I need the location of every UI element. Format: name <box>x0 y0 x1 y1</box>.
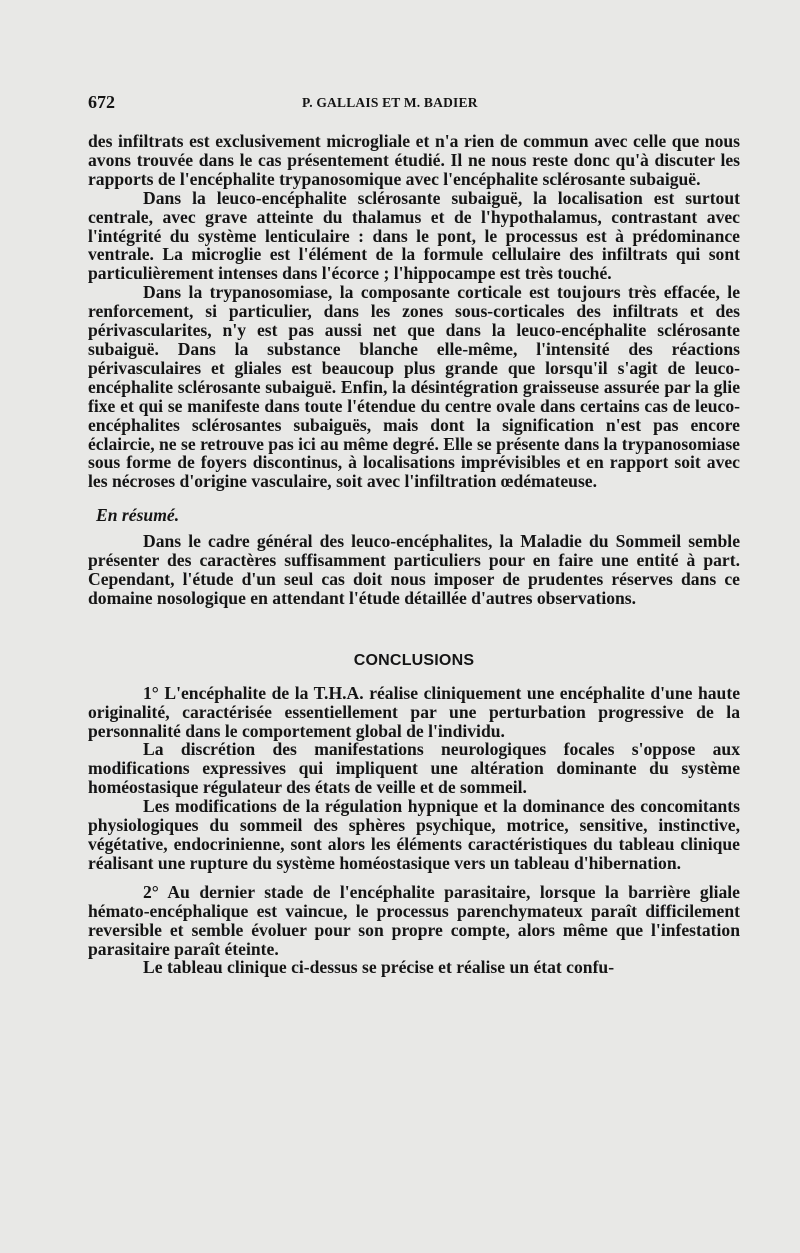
paragraph-intro: des infiltrats est exclusivement microgliale et n'a rien de commun avec celle que nous avons trouvée dans le cas présentement étudié. Il ne nous reste donc qu'à discuter les rapports de l'encéphalite trypanosomique avec l'encéphalite sclérosante subaiguë. <box>88 131 740 189</box>
conclusion-paragraph-2: La discrétion des manifestations neurologiques focales s'oppose aux modifications expressives qui impliquent une altération dominante du système homéostasique régulateur des états de veille et de sommeil. <box>88 739 740 798</box>
page-number: 672 <box>88 92 115 112</box>
conclusions-list <box>88 684 740 978</box>
paragraph-leuco-encephalite: Dans la leuco-encéphalite sclérosante subaiguë, la localisation est surtout centrale, avec grave atteinte du thalamus et de l'hypothalamus, contrastant avec l'intégrité du système lenticulaire : dans le pont, le processus est à prédominance ventrale. La microglie est l'élément de la formule cellulaire des infiltrats qui sont particulièrement intenses dans l'écorce ; l'hippocampe est très touché. <box>88 187 740 284</box>
resume-label: En résumé. <box>96 505 180 526</box>
paragraph-trypanosomiase: Dans la trypanosomiase, la composante corticale est toujours très effacée, le renforcement, si particulier, dans les zones sous-corticales des infiltrats et des périvascularites, n'y est pas aussi net que dans la leuco-encéphalite sclérosante subaiguë. Dans la substance blanche elle-même, l'intensité des réactions périvasculaires et gliales est beaucoup plus grande que lorsqu'il s'agit de leuco-encéphalite sclérosante subaiguë. Enfin, la désintégration graisseuse assurée par la glie fixe et qui se manifeste dans toute l'étendue du centre ovale dans certains cas de leuco-encéphalites sclérosantes subaiguës, mais dont la signification n'est pas encore éclaircie, ne se retrouve pas ici au même degré. Elle se présente dans la trypanosomiase sous forme de foyers discontinus, à localisations imprévisibles et en rapport soit avec les nécroses d'origine vasculaire, soit avec l'infiltration œdémateuse. <box>88 282 740 492</box>
running-head: P. GALLAIS ET M. BADIER <box>302 95 478 110</box>
conclusion-paragraph-4: 2° Au dernier stade de l'encéphalite parasitaire, lorsque la barrière gliale hémato-encéphalique est vaincue, le processus parenchymateux paraît difficilement reversible et semble évoluer pour son propre compte, alors même que l'infestation parasitaire paraît éteinte. <box>88 881 740 959</box>
page-header <box>88 92 748 116</box>
conclusions-heading: CONCLUSIONS <box>353 651 475 669</box>
paragraph-resume: Dans le cadre général des leuco-encéphalites, la Maladie du Sommeil semble présenter des caractères suffisamment particuliers pour en faire une entité à part. Cependant, l'étude d'un seul cas doit nous imposer de prudentes réserves dans ce domaine nosologique en attendant l'étude détaillée d'autres observations. <box>88 531 740 608</box>
document-body <box>88 132 740 977</box>
conclusion-paragraph-5: Le tableau clinique ci-dessus se précise et réalise un état confu- <box>143 957 615 978</box>
conclusion-paragraph-1: 1° L'encéphalite de la T.H.A. réalise cliniquement une encéphalite d'une haute originalité, caractérisée essentiellement par une perturbation progressive de la personnalité dans le comportement global de l'individu. <box>88 682 740 741</box>
conclusion-paragraph-3: Les modifications de la régulation hypnique et la dominance des concomitants physiologiques du sommeil des sphères psychique, motrice, sensitive, instinctive, végétative, endocrinienne, sont alors les éléments caractéristiques du tableau clinique réalisant une rupture du système homéostasique vers un tableau d'hibernation. <box>88 796 740 873</box>
